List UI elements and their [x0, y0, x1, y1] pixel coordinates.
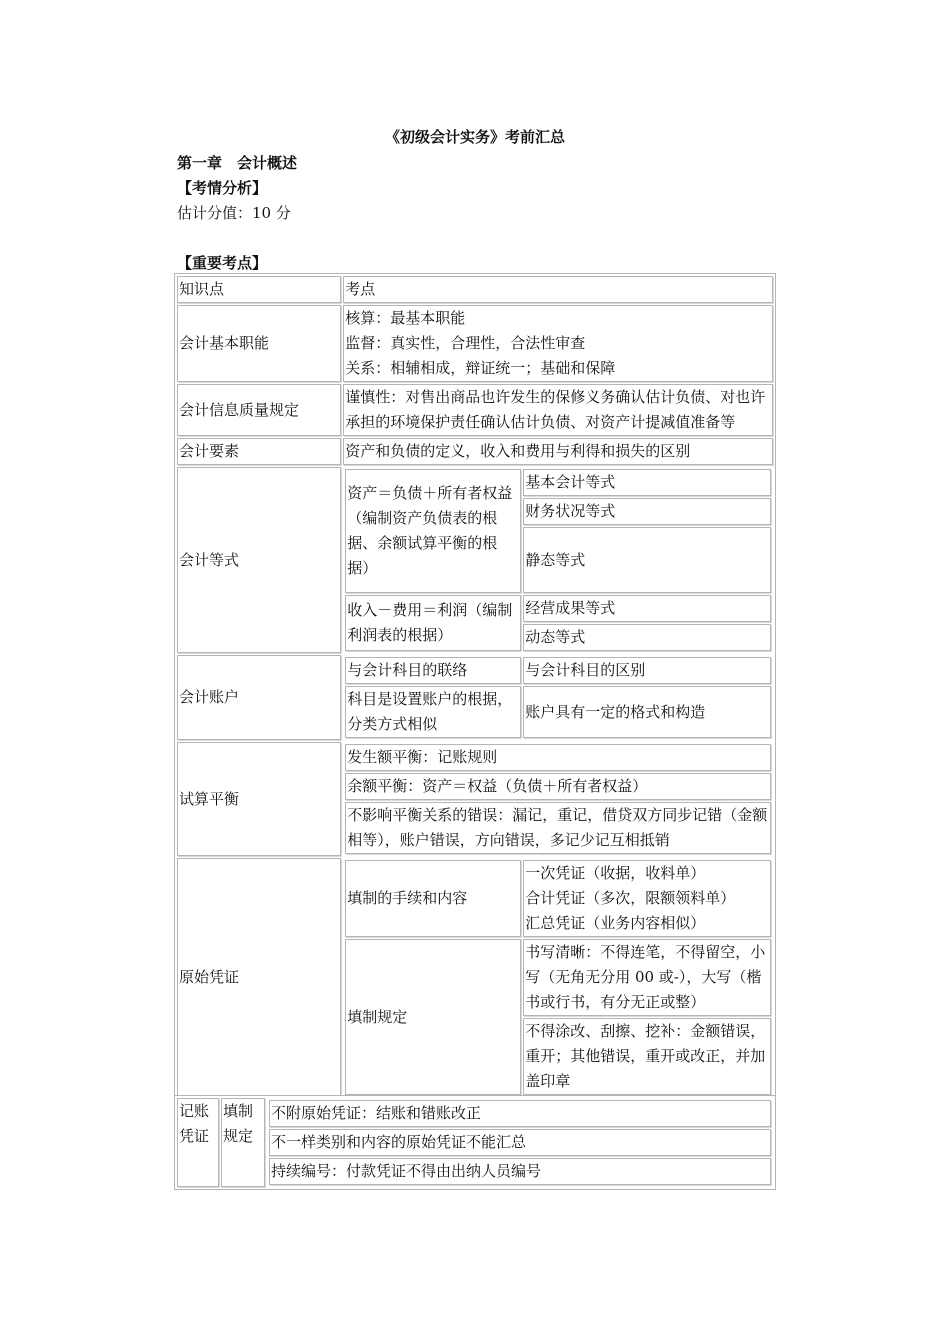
fill-rule-label: 填制规定	[345, 939, 521, 1095]
voucher-rules-subtable	[267, 1098, 773, 1187]
account-difference-text: 账户具有一定的格式和构造	[523, 686, 771, 738]
original-voucher-block	[343, 858, 773, 1097]
row-label: 记账凭证	[177, 1098, 219, 1187]
account-relation-text: 科目是设置账户的根据，分类方式相似	[345, 686, 521, 738]
row-label: 会计账户	[177, 655, 341, 740]
rule-line: 不附原始凭证：结账和错账改正	[269, 1100, 771, 1127]
equation-name: 动态等式	[523, 624, 771, 651]
equation-block	[343, 467, 773, 653]
table-row	[177, 742, 773, 856]
row-sublabel: 填制规定	[221, 1098, 265, 1187]
account-difference-heading: 与会计科目的区别	[523, 657, 771, 684]
analysis-heading: 【考情分析】	[177, 179, 268, 197]
fill-rule-text: 不得涂改、刮擦、挖补：金额错误，重开；其他错误，重开或改正，并加盖印章	[523, 1018, 771, 1095]
row-label: 原始凭证	[177, 858, 341, 1097]
voucher-types	[523, 860, 771, 937]
equation-name: 经营成果等式	[523, 595, 771, 622]
account-subtable	[343, 655, 773, 740]
account-relation-heading: 与会计科目的联络	[345, 657, 521, 684]
row-label: 会计要素	[177, 438, 341, 465]
trial-subtable	[343, 742, 773, 856]
table-row	[177, 305, 773, 382]
row-content: 谨慎性：对售出商品也许发生的保修义务确认估计负债、对也许承担的环境保护责任确认估计负债、对资产计提减值准备等	[343, 384, 773, 436]
estimated-score: 估计分值：10 分	[177, 204, 291, 222]
trial-block	[343, 742, 773, 856]
table-row	[177, 438, 773, 465]
header-exam-point: 考点	[343, 276, 773, 303]
key-points-table	[174, 273, 776, 1100]
trial-line: 发生额平衡：记账规则	[345, 744, 771, 771]
header-knowledge-point: 知识点	[177, 276, 341, 303]
equation-subtable	[343, 467, 773, 653]
fill-procedure-label: 填制的手续和内容	[345, 860, 521, 937]
account-block	[343, 655, 773, 740]
rule-line: 不一样类别和内容的原始凭证不能汇总	[269, 1129, 771, 1156]
table-row	[177, 858, 773, 1097]
fill-rule-text: 书写清晰：不得连笔，不得留空，小写（无角无分用 00 或-），大写（楷书或行书，有分无正或整）	[523, 939, 771, 1016]
content-line: 监督：真实性，合理性，合法性审查	[345, 334, 586, 352]
equation-profit: 收入－费用＝利润（编制利润表的根据）	[345, 595, 521, 651]
trial-line: 不影响平衡关系的错误：漏记，重记，借贷双方同步记错（金额相等），账户错误，方向错误，多记少记互相抵销	[345, 802, 771, 854]
row-content: 资产和负债的定义，收入和费用与利得和损失的区别	[343, 438, 773, 465]
chapter-heading: 第一章 会计概述	[177, 154, 298, 172]
row-label: 会计等式	[177, 467, 341, 653]
key-points-heading: 【重要考点】	[177, 254, 268, 272]
table-row	[177, 384, 773, 436]
equation-name: 静态等式	[523, 527, 771, 593]
row-content	[343, 305, 773, 382]
row-label: 试算平衡	[177, 742, 341, 856]
original-voucher-subtable	[343, 858, 773, 1097]
content-line: 合计凭证（多次，限额领料单）	[525, 889, 736, 907]
equation-name: 基本会计等式	[523, 469, 771, 496]
rule-line: 持续编号：付款凭证不得由出纳人员编号	[269, 1158, 771, 1185]
table-row	[177, 276, 773, 303]
row-label: 会计信息质量规定	[177, 384, 341, 436]
equation-basic: 资产＝负债＋所有者权益（编制资产负债表的根据、余额试算平衡的根据）	[345, 469, 521, 593]
trial-line: 余额平衡：资产＝权益（负债＋所有者权益）	[345, 773, 771, 800]
bookkeeping-voucher-table	[174, 1095, 776, 1190]
table-row	[177, 655, 773, 740]
content-line: 汇总凭证（业务内容相似）	[525, 914, 706, 932]
table-row	[177, 467, 773, 653]
table-row	[177, 1098, 773, 1187]
equation-name: 财务状况等式	[523, 498, 771, 525]
content-line: 核算：最基本职能	[345, 309, 466, 327]
document-title: 《初级会计实务》考前汇总	[384, 128, 565, 146]
content-line: 关系：相辅相成，辩证统一；基础和保障	[345, 359, 616, 377]
voucher-rules	[267, 1098, 773, 1187]
row-label: 会计基本职能	[177, 305, 341, 382]
content-line: 一次凭证（收据，收料单）	[525, 864, 706, 882]
